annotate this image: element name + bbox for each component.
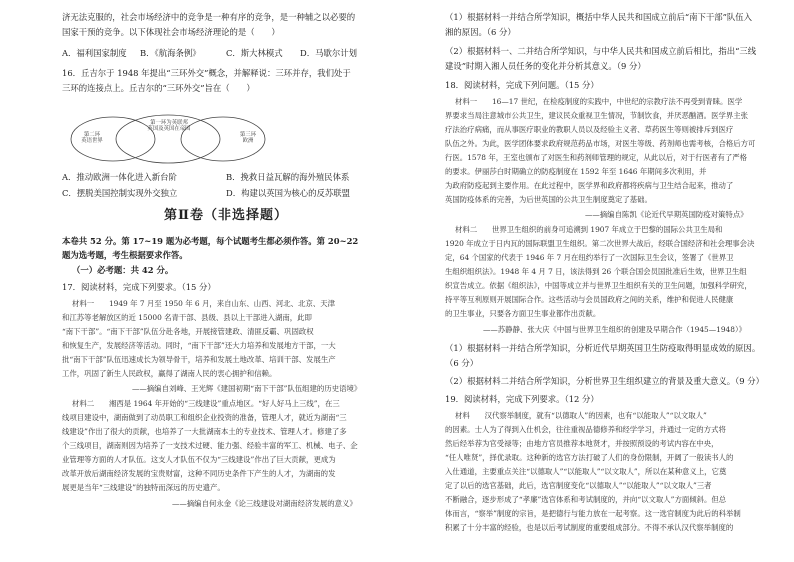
q19-material-line: 定了以后的选官基础，此后，选官制度变化“以德取人”“以能取人”“以文取人”三者 xyxy=(445,481,712,490)
q18-material1-line: 行医。1578 年，王室也颁布了对医生和药剂师管理的规定，从此以后，对于行医者有了严格 xyxy=(445,153,748,162)
q15-option-c: C．斯大林模式 xyxy=(226,48,283,58)
left-column xyxy=(0,0,380,562)
q19-material-line: 然后经举荐为官受禄等；由地方官员推荐本地贤才，并按照预设的考试内容在中央， xyxy=(445,439,719,448)
q18-material1-line: 的要求。伊丽莎白时期确立的防疫制度在 1592 年至 1646 年期间多次利用，并 xyxy=(445,167,707,176)
q18-material2-line: 1920 年成立于日内瓦的国际联盟卫生组织。第二次世界大战后，经联合国经济和社会理事会决 xyxy=(445,239,755,248)
intro-line-1: 济无法克服的，社会市场经济中的竞争是一种有序的竞争，是一种辅之以必要的 xyxy=(62,12,356,22)
q17-sub1-line-2: 湘的原因。（6 分） xyxy=(445,27,516,37)
q17-sub2-line-2: 建设”时期入湘人员任务的变化并分析其意义。（9 分） xyxy=(445,61,646,71)
q16-option-b: B．挽救日益瓦解的海外殖民体系 xyxy=(226,172,350,182)
q18-material1-line: 队伍之外。为此，医学团体要求政府规范药品市场，对医生等级、药剂师也需考核，合格后方可 xyxy=(445,139,756,148)
q18-citation-2: ——苏静静、张大庆《中国与世界卫生组织的创建及早期合作（1945—1948）》 xyxy=(483,325,747,334)
part1-heading: （一）必考题：共 42 分。 xyxy=(72,265,174,275)
q16-option-d: D．构建以英国为核心的反苏联盟 xyxy=(226,188,350,198)
q18-material2-line: 持平等互利原则开展国际合作。这些活动与会员国政府之间的关系，维护和促进人民健康 xyxy=(445,295,734,304)
q17-material2-line: 展更是当年“三线建设”的独特而深远的历史遗产。 xyxy=(62,483,225,492)
q17-material1-line: “南下干部”。“南下干部”队伍分赴各地，开展接管建政、清匪反霸、巩固政权 xyxy=(62,327,314,336)
q19-material-line: 体而言，“察举”制度的宗旨，是把德行与能力放在一起考察。这一选官制度为此后的科举制 xyxy=(445,509,741,518)
q17-citation-2: ——摘编自何永金《论三线建设对湖南经济发展的意义》 xyxy=(172,499,357,508)
q18-material2-line: 织宣告成立。依据《组织法》，中国等成立并与世界卫生组织有关的卫生问题，加强科学研究， xyxy=(445,281,752,290)
q18-material1-line: 英国防疫体系的完善，为后世英国的公共卫生制度奠定了基础。 xyxy=(445,195,652,204)
q17-material1-line: 和恢复生产，发展经济等活动。同时，“南下干部”还大力培养和发展地方干部，一大 xyxy=(62,341,336,350)
q17-material1-line: 工作，巩固了新生人民政权，赢得了湖南人民的衷心拥护和信赖。 xyxy=(62,369,277,378)
q18-material1-line: 界要求当局注意城市公共卫生，建议民众重视卫生情况，节制饮食，并厌恶酗酒。医学界主张 xyxy=(445,111,749,120)
q16-line-1: 16．丘吉尔于 1948 年提出“三环外交”概念，并解释说：三环并存，我们处于 xyxy=(62,68,351,78)
q18-citation-1: ——摘编自陈凯《论近代早期英国防疫对策特点》 xyxy=(585,210,748,219)
circle1-label: 第二环 英语世界 xyxy=(81,132,103,144)
section-note-2: 题为选考题，考生根据要求作答。 xyxy=(62,250,188,260)
q18-sub1-line-1: （1）根据材料一并结合所学知识，分析近代早期英国卫生防疫取得明显成效的原因。 xyxy=(445,343,761,353)
q19-material-line: 材料 汉代察举制度，就有“以德取人”的因素，也有“以能取人”“以文取人” xyxy=(455,411,707,420)
section-title: 第Ⅱ卷（非选择题） xyxy=(164,208,288,223)
q18-material2-line: 生组织组织法》。1948 年 4 月 7 日，该法得到 26 个联合国会员国批准后生效，世界卫生组 xyxy=(445,267,747,276)
q18-sub1-line-2: （6 分） xyxy=(445,358,479,368)
q16-option-c: C．摆脱美国控制实现外交独立 xyxy=(62,188,178,198)
right-column xyxy=(397,0,777,562)
three-circles-diagram xyxy=(68,112,272,165)
q19-material-line: 入仕通道，主要重点关注“以德取人”“以能取人”“以文取人”，所以在某种意义上，它奠 xyxy=(445,467,727,476)
q15-option-b: B．《航海条例》 xyxy=(140,48,201,58)
q17-citation-1: ——摘编自刘峰、王光辉《建国初期“南下干部”队伍组建的历史语境》 xyxy=(132,384,362,393)
q17-material2-line: 改革开放后湖南经济发展的宝贵财富，这种不同历史条件下产生的人才，为湖南的发 xyxy=(62,469,336,478)
q17-sub2-line-1: （2）根据材料一、二并结合所学知识，与中华人民共和国成立前后相比，指出“三线 xyxy=(445,46,757,56)
q18-material1-line: 为政府防疫起到主要作用。在此过程中，医学界和政府都将疾病与卫生结合起来，推动了 xyxy=(445,181,734,190)
q15-option-d: D．马歇尔计划 xyxy=(300,48,357,58)
q19-material-line: 的因素。士人为了得到入仕机会，往往重视品德修养和经学学习，并通过一定的方式将 xyxy=(445,425,726,434)
q18-sub2: （2）根据材料二并结合所学知识，分析世界卫生组织建立的背景及重大意义。（9 分） xyxy=(445,376,764,386)
q17-material2-line: 材料二 湘西是 1964 年开始的“三线建设”重点地区。“好人好马上三线”，在三 xyxy=(72,399,340,408)
q19-material-line: 积累了十分丰富的经验，也是以后考试制度的重要组成部分。不得不承认汉代察举制度的 xyxy=(445,523,734,532)
q18-heading: 18．阅读材料，完成下列问题。（15 分） xyxy=(445,80,599,90)
q18-material1-line: 疗法治疗病痛，而从事医疗职业的教职人员以及经验主义者、草药医生等则被排斥到医疗 xyxy=(445,125,734,134)
q17-material2-line: 线建设”作出了很大的贡献，也培养了一大批湖南本土的专业技术、管理人才。修建了多 xyxy=(62,427,347,436)
q17-material1-line: 材料一 1949 年 7 月至 1950 年 6 月，来自山东、山西、河北、北京、天津 xyxy=(72,299,336,308)
q18-material2-line: 材料二 世界卫生组织的前身可追溯到 1907 年成立于巴黎的国际公共卫生局和 xyxy=(455,225,723,234)
intro-line-2: 国家干预的竞争。以下体现社会市场经济理论的是（ ） xyxy=(62,27,280,37)
q18-material1-line: 材料一 16—17 世纪，在检疫制度的实践中，中世纪的宗教疗法不再受到青睐。医学 xyxy=(455,97,743,106)
q17-sub1-line-1: （1）根据材料一并结合所学知识，概括中华人民共和国成立前后“南下干部”队伍入 xyxy=(445,12,753,22)
q18-material2-line: 的卫生事业，只要各方面卫生事业都作出贡献。 xyxy=(445,309,601,318)
q19-material-line: “任人唯贤”，择优录取。这种新的选官方法打破了人们的身份限制，开阔了一般读书人的 xyxy=(445,453,734,462)
q17-material2-line: 个三线项目，湖南则因为培养了一支技术过硬、能力强、经验丰富的军工、机械、电子、企 xyxy=(62,441,358,450)
q18-material2-line: 定，64 个国家的代表于 1946 年 7 月在纽约举行了一次国际卫生会议，签署了《世界卫 xyxy=(445,253,734,262)
q17-material2-line: 业管理等方面的人才队伍。这支人才队伍不仅为“三线建设”作出了巨大贡献，更成为 xyxy=(62,455,336,464)
circle2-label: 第一环为英联邦 英国及英国在帝国 xyxy=(147,120,191,132)
q16-option-a: A．推动欧洲一体化进入新台阶 xyxy=(62,172,177,182)
section-note-1: 本卷共 52 分。第 17~19 题为必考题，每个试题考生都必须作答。第 20~22 xyxy=(62,236,359,246)
q17-material2-line: 线项目建设中，湖南做到了动员职工和组织企业投资的准备，管理人才，就近为湖南“三 xyxy=(62,413,347,422)
q19-material-line: 不断融合，逐步形成了“孝廉”选官体系和考试制度的，并向“以文取人”方面倾斜。但总 xyxy=(445,495,727,504)
q17-material1-line: 和江苏等老解放区的近 15000 名青干部、县级、县以上干部进入湖南，此即 xyxy=(62,313,312,322)
circle3-label: 第三环 欧洲 xyxy=(239,132,257,144)
q16-line-2: 三环的连接点上。丘吉尔的“三环外交”旨在（ ） xyxy=(62,83,255,93)
q15-option-a: A．福利国家制度 xyxy=(62,48,127,58)
q17-material1-line: 批“南下干部”队伍迅速成长为领导骨干，培养和发展土地改革、培训干部、发展生产 xyxy=(62,355,336,364)
q17-heading: 17．阅读材料，完成下列要求。（15 分） xyxy=(62,282,216,292)
q19-heading: 19．阅读材料，完成下列要求。（12 分） xyxy=(445,394,599,404)
